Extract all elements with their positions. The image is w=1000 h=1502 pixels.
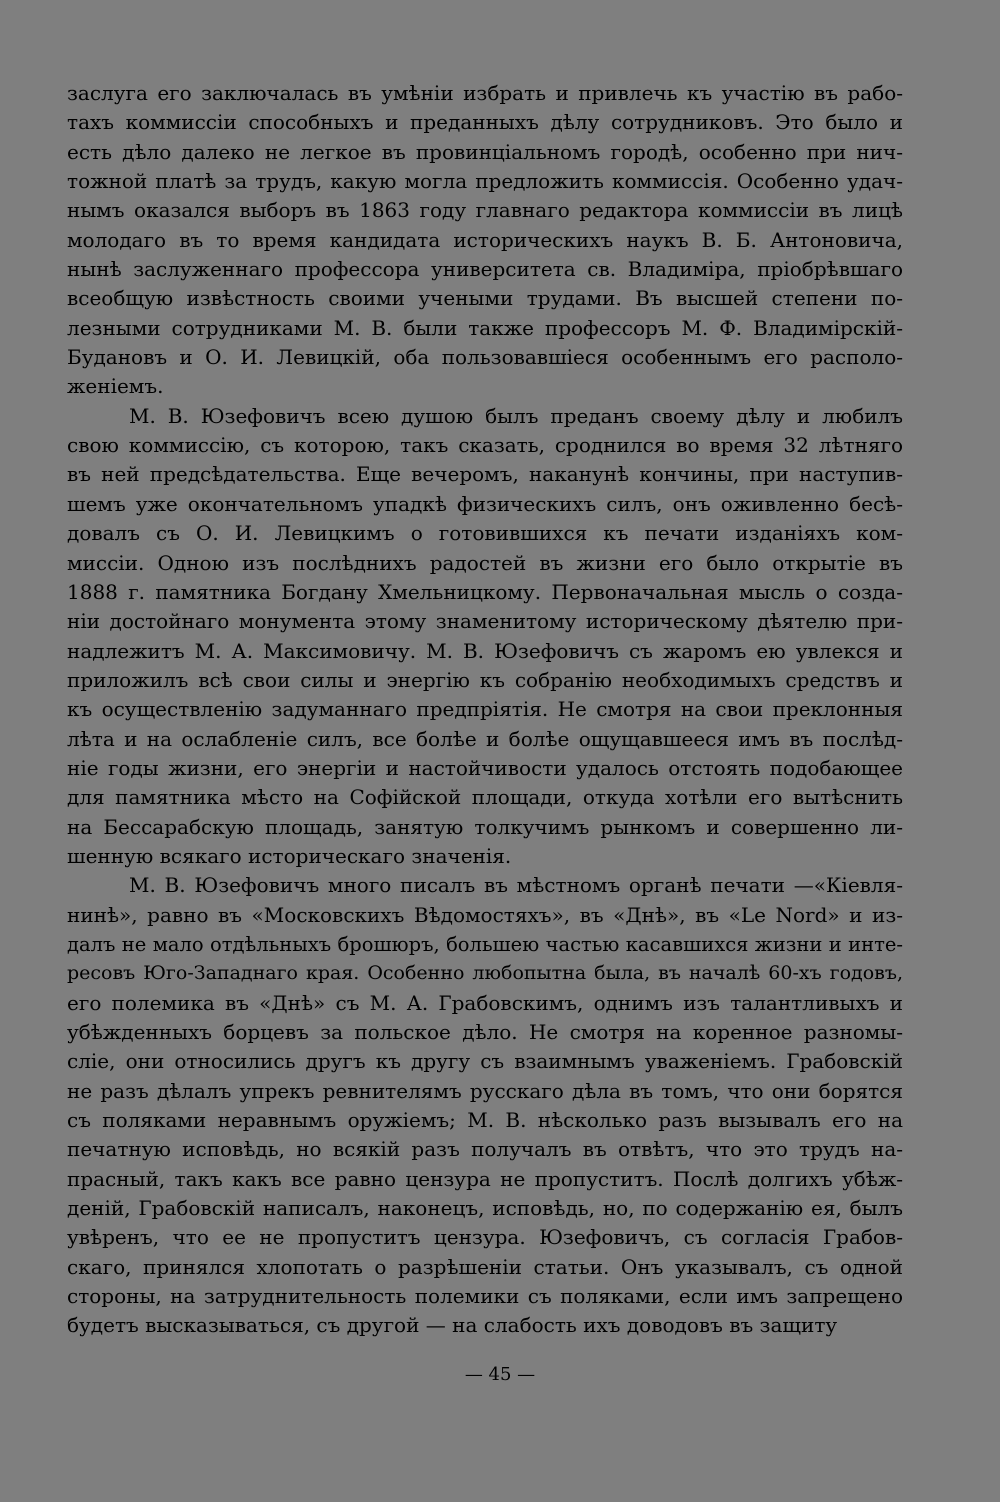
text-line: шенную всякаго историческаго значенія.	[67, 843, 512, 868]
text-line: деній, Грабовскій написалъ, наконецъ, исповѣдь, но, по содержанію ея, былъ	[67, 1196, 903, 1221]
text-line: миссіи. Одною изъ послѣднихъ радостей въ жизни его было открытіе въ	[67, 550, 903, 575]
text-line: тожной платѣ за трудъ, какую могла предложить коммиссія. Особенно удач-	[67, 169, 903, 194]
text-line: свою коммиссію, съ которою, такъ сказать, сроднился во время 32 лѣтняго	[67, 433, 903, 458]
text-line: заслуга его заключалась въ умѣніи избрать и привлечь къ участію въ рабо-	[67, 81, 903, 105]
text-line: всеобщую извѣстность своими учеными трудами. Въ высшей степени по-	[67, 286, 903, 311]
text-line: ресовъ Юго-Западнаго края. Особенно любопытна была, въ началѣ 60-хъ годовъ,	[67, 962, 903, 985]
text-line: далъ не мало отдѣльныхъ брошюръ, большею частью касавшихся жизни и инте-	[67, 932, 903, 956]
page-number: — 45 —	[464, 1364, 536, 1385]
text-line: лезными сотрудниками М. В. были также профессоръ М. Ф. Владимірскій-	[67, 315, 903, 340]
page-text	[67, 79, 903, 1341]
text-line: къ осуществленію задуманнаго предпріятія. Не смотря на свои преклонныя	[67, 697, 903, 722]
paragraph	[67, 402, 903, 872]
text-line: на Бессарабскую площадь, занятую толкучимъ рынкомъ и совершенно ли-	[67, 814, 903, 839]
text-line: лѣта и на ослабленіе силъ, все болѣе и болѣе ощущавшееся имъ въ послѣд-	[67, 726, 903, 751]
text-line: въ ней предсѣдательства. Еще вечеромъ, наканунѣ кончины, при наступив-	[67, 462, 903, 487]
text-line: приложилъ всѣ свои силы и энергію къ собранію необходимыхъ средствъ и	[67, 667, 903, 692]
text-line: женіемъ.	[67, 374, 164, 399]
text-line: тахъ коммиссіи способныхъ и преданныхъ дѣлу сотрудниковъ. Это было и	[67, 110, 903, 135]
text-line: М. В. Юзефовичъ всею душою былъ преданъ своему дѣлу и любилъ	[129, 403, 903, 428]
text-line: скаго, принялся хлопотать о разрѣшеніи статьи. Онъ указывалъ, съ одной	[67, 1254, 903, 1279]
text-line: не разъ дѣлалъ упрекъ ревнителямъ русскаго дѣла въ томъ, что они борятся	[67, 1078, 903, 1103]
text-line: сліе, они относились другъ къ другу съ взаимнымъ уваженіемъ. Грабовскій	[67, 1049, 903, 1074]
text-line: будетъ высказываться, съ другой — на слабость ихъ доводовъ въ защиту	[67, 1313, 838, 1338]
text-line: стороны, на затруднительность полемики съ поляками, если имъ запрещено	[67, 1284, 903, 1309]
text-line: съ поляками неравнымъ оружіемъ; М. В. нѣсколько разъ вызывалъ его на	[67, 1108, 903, 1133]
text-line: для памятника мѣсто на Софійской площади, откуда хотѣли его вытѣснить	[67, 785, 903, 810]
paragraph-list	[67, 79, 903, 1341]
text-line: ніе годы жизни, его энергіи и настойчивости удалось отстоять подобающее	[67, 755, 903, 780]
text-line: увѣренъ, что ее не пропуститъ цензура. Юзефовичъ, съ согласія Грабов-	[67, 1225, 903, 1250]
text-line: убѣжденныхъ борцевъ за польское дѣло. Не смотря на коренное разномы-	[67, 1020, 903, 1044]
text-line: 1888 г. памятника Богдану Хмельницкому. Первоначальная мысль о созда-	[67, 579, 903, 604]
text-line: нымъ оказался выборъ въ 1863 году главнаго редактора коммиссіи въ лицѣ	[67, 198, 903, 223]
text-line: печатную исповѣдь, но всякій разъ получалъ въ отвѣтъ, что это трудъ на-	[67, 1137, 903, 1162]
paragraph	[67, 871, 903, 1341]
text-line: молодаго въ то время кандидата историческихъ наукъ В. Б. Антоновича,	[67, 227, 903, 252]
text-line: нинѣ», равно въ «Московскихъ Вѣдомостяхъ», въ «Днѣ», въ «Le Nord» и из-	[67, 902, 903, 927]
paragraph	[67, 79, 903, 402]
text-line: Будановъ и О. И. Левицкій, оба пользовавшіеся особеннымъ его располо-	[67, 345, 903, 370]
text-line: довалъ съ О. И. Левицкимъ о готовившихся къ печати изданіяхъ ком-	[67, 521, 903, 546]
text-line: его полемика въ «Днѣ» съ М. А. Грабовскимъ, однимъ изъ талантливыхъ и	[67, 990, 903, 1015]
text-line: ніи достойнаго монумента этому знаменитому историческому дѣятелю при-	[67, 609, 903, 634]
text-line: прасный, такъ какъ все равно цензура не пропуститъ. Послѣ долгихъ убѣж-	[67, 1166, 903, 1191]
text-line: нынѣ заслуженнаго профессора университета св. Владиміра, пріобрѣвшаго	[67, 257, 903, 282]
text-line: М. В. Юзефовичъ много писалъ въ мѣстномъ органѣ печати —«Кіевля-	[129, 873, 903, 898]
text-line: есть дѣло далеко не легкое въ провинціальномъ городѣ, особенно при нич-	[67, 139, 903, 164]
text-line: надлежитъ М. А. Максимовичу. М. В. Юзефовичъ съ жаромъ ею увлекся и	[67, 638, 903, 663]
text-line: шемъ уже окончательномъ упадкѣ физическихъ силъ, онъ оживленно бесѣ-	[67, 491, 903, 516]
